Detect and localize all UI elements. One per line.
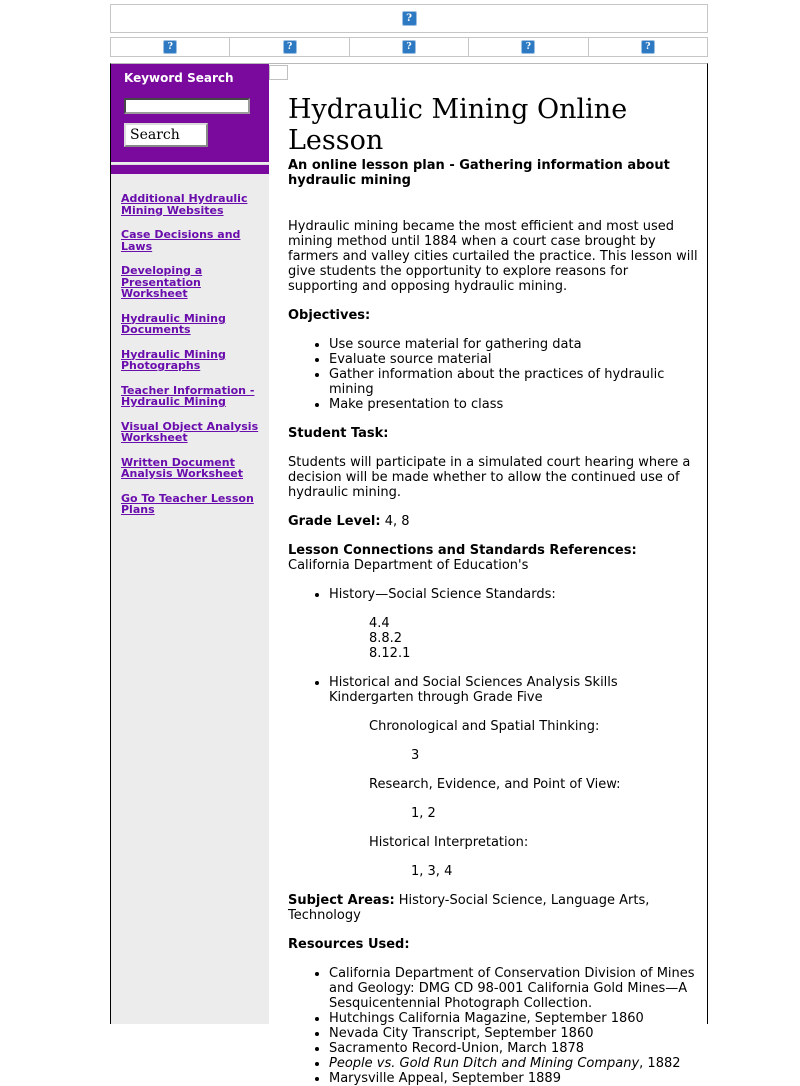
sidebar-link-case-decisions[interactable]: Case Decisions and Laws [121, 228, 241, 253]
standards-heading: Lesson Connections and Standards References: [288, 543, 637, 558]
objectives-list [288, 337, 699, 412]
subject-areas-label: Subject Areas: [288, 893, 395, 908]
list-item: • California Department of Conservation Division of Mines and Geology: DMG CD 98-001 California Gold Mines—A Sesquicentennial Photograph Collection. [329, 966, 699, 1011]
standards-bullet1: History—Social Science Standards: [329, 587, 556, 602]
list-item [329, 587, 699, 661]
site-banner [110, 4, 708, 33]
standards-sub-value: 3 [411, 748, 420, 763]
top-navigation [110, 37, 708, 57]
broken-image-icon: ? [163, 40, 177, 54]
page-container [110, 4, 708, 1086]
nav-item-1[interactable] [111, 38, 230, 56]
student-task-heading: Student Task: [288, 426, 389, 441]
resources-heading: Resources Used: [288, 937, 410, 952]
sidebar-link-presentation-worksheet[interactable]: Developing a Presentation Worksheet [121, 264, 203, 300]
page-subtitle: An online lesson plan - Gathering information about hydraulic mining [288, 158, 670, 188]
standards-code: 8.12.1 [369, 646, 411, 661]
standards-code: 4.4 [369, 616, 390, 631]
nav-item-3[interactable] [350, 38, 469, 56]
standards-sub-label: Historical Interpretation: [369, 835, 529, 850]
list-item [329, 675, 699, 879]
sidebar-link-mining-photographs[interactable]: Hydraulic Mining Photographs [121, 347, 226, 372]
nav-item-5[interactable] [589, 38, 707, 56]
sidebar [111, 64, 269, 1024]
standards-list [288, 587, 699, 879]
sidebar-divider [111, 164, 269, 174]
broken-image-icon: ? [521, 40, 535, 54]
sidebar-link-additional-websites[interactable]: Additional Hydraulic Mining Websites [121, 192, 248, 217]
sidebar-link-written-document-worksheet[interactable]: Written Document Analysis Worksheet [121, 455, 243, 480]
list-item: • Gather information about the practices of hydraulic mining [329, 367, 699, 397]
subject-areas [288, 893, 699, 923]
standards-codes [329, 616, 699, 661]
student-task-body: Students will participate in a simulated court hearing where a decision will be made whether to allow the continued use of hydraulic mining. [288, 455, 691, 500]
list-item: • Make presentation to class [329, 397, 699, 412]
standards-sub-label: Research, Evidence, and Point of View: [369, 777, 621, 792]
list-item: • Sacramento Record-Union, March 1878 [329, 1041, 699, 1056]
list-item: • Nevada City Transcript, September 1860 [329, 1026, 699, 1041]
list-item [329, 1056, 699, 1071]
standards-sub-value: 1, 2 [411, 806, 436, 821]
list-item: • Use source material for gathering data [329, 337, 699, 352]
standards-code: 8.8.2 [369, 631, 403, 646]
standards-bullet2: Historical and Social Sciences Analysis Skills Kindergarten through Grade Five [329, 675, 618, 705]
list-item: • Marysville Appeal, September 1889 [329, 1071, 699, 1086]
sidebar-link-mining-documents[interactable]: Hydraulic Mining Documents [121, 311, 226, 336]
keyword-search-panel [111, 64, 269, 162]
standards-heading-block [288, 543, 699, 573]
grade-level-label: Grade Level: [288, 514, 381, 529]
keyword-search-title: Keyword Search [124, 71, 234, 85]
grade-level-value: 4, 8 [380, 514, 410, 529]
broken-image-icon: ? [283, 40, 297, 54]
list-item: • Hutchings California Magazine, September 1860 [329, 1011, 699, 1026]
search-input[interactable] [124, 98, 250, 114]
main-content [269, 64, 707, 1086]
broken-image-icon: ? [641, 40, 655, 54]
subject-areas-value: History-Social Science, Language Arts, Technology [288, 893, 650, 923]
broken-image-icon: ? [402, 11, 417, 26]
standards-sub-value: 1, 3, 4 [411, 864, 453, 879]
sidebar-link-visual-object-worksheet[interactable]: Visual Object Analysis Worksheet [121, 419, 259, 444]
broken-image-icon: ? [402, 40, 416, 54]
grade-level [288, 514, 699, 529]
resources-list [288, 966, 699, 1086]
sidebar-link-teacher-lesson-plans[interactable]: Go To Teacher Lesson Plans [121, 491, 254, 516]
objectives-heading: Objectives: [288, 308, 371, 323]
standards-sub-label: Chronological and Spatial Thinking: [369, 719, 600, 734]
intro-paragraph: Hydraulic mining became the most efficient and most used mining method until 1884 when a court case brought by farmers and valley cities curtailed the practice. This lesson will give students the opportunity to explore reasons for supporting and opposing hydraulic mining. [288, 219, 698, 294]
resource-title-rest: , 1882 [639, 1056, 681, 1071]
list-item: • Evaluate source material [329, 352, 699, 367]
standards-source: California Department of Education's [288, 558, 529, 573]
sidebar-link-teacher-information[interactable]: Teacher Information - Hydraulic Mining [121, 383, 255, 408]
nav-item-4[interactable] [469, 38, 588, 56]
resource-title-italic: People vs. Gold Run Ditch and Mining Company [329, 1056, 640, 1071]
body-region [110, 63, 708, 1086]
nav-item-2[interactable] [230, 38, 349, 56]
broken-image-placeholder [269, 65, 288, 80]
search-button[interactable]: Search [124, 123, 208, 147]
page-title: Hydraulic Mining Online Lesson [288, 94, 628, 156]
sidebar-links [111, 174, 269, 516]
